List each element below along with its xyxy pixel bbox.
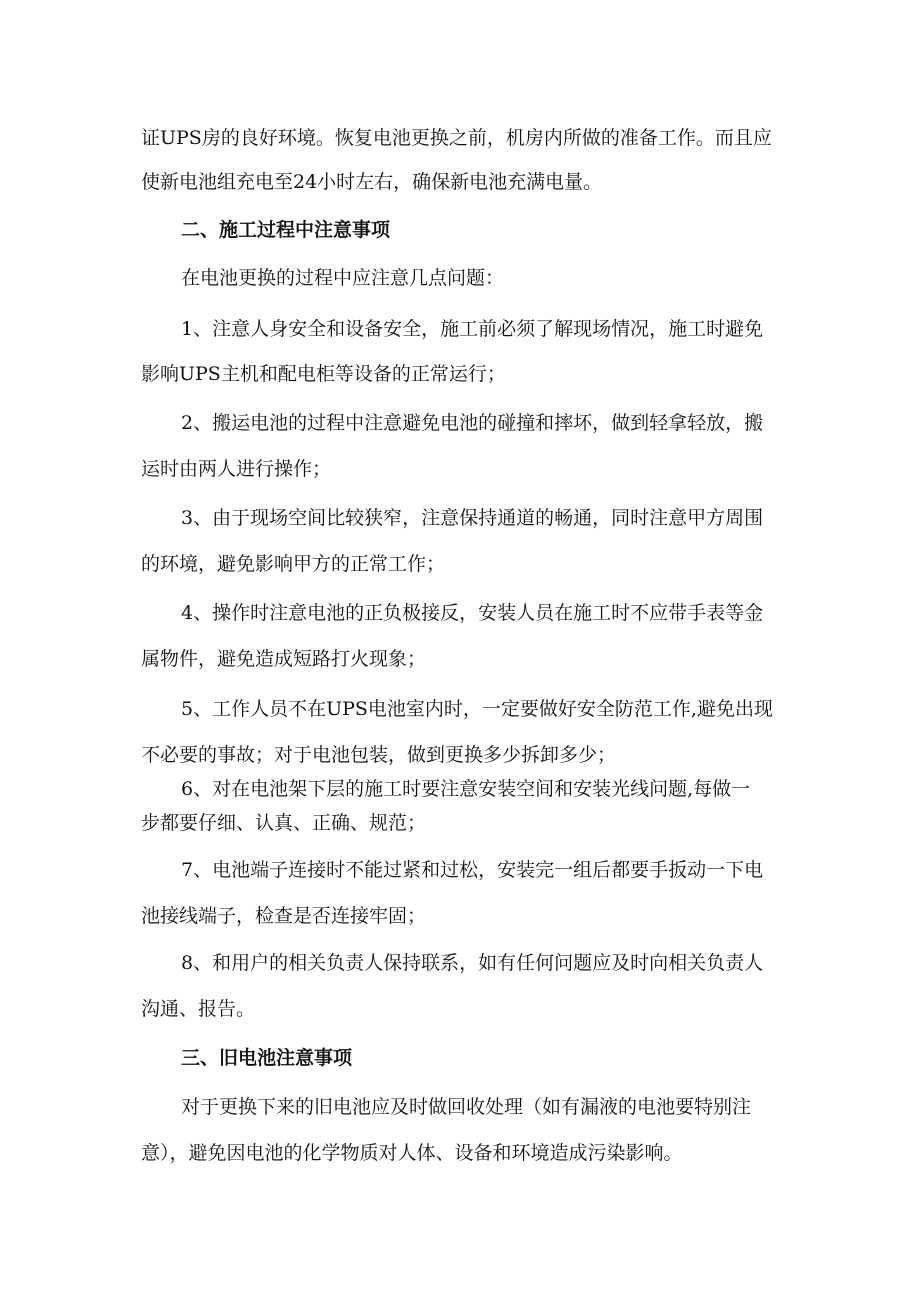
item-6-line-2: 步都要仔细、认真、正确、规范； — [141, 812, 427, 834]
section-3-heading: 三、旧电池注意事项 — [181, 1047, 353, 1069]
item-7-line-2: 池接线端子，检查是否连接牢固； — [141, 905, 427, 927]
section-3-para-line-1: 对于更换下来的旧电池应及时做回收处理（如有漏液的电池要特别注 — [181, 1096, 752, 1118]
item-5-line-2: 不必要的事故；对于电池包装，做到更换多少拆卸多少； — [141, 744, 617, 766]
section-3-para-line-2: 意），避免因电池的化学物质对人体、设备和环境造成污染影响。 — [141, 1142, 683, 1164]
item-8-line-2: 沟通、报告。 — [141, 998, 256, 1020]
item-2-line-1: 2、搬运电池的过程中注意避免电池的碰撞和摔坏，做到轻拿轻放，搬 — [181, 412, 764, 434]
item-3-line-2: 的环境，避免影响甲方的正常工作； — [141, 553, 446, 575]
item-1-line-1: 1、注意人身安全和设备安全，施工前必须了解现场情况，施工时避免 — [181, 318, 764, 340]
item-4-line-2: 属物件，避免造成短路打火现象； — [141, 648, 427, 670]
section-2-heading: 二、施工过程中注意事项 — [181, 219, 391, 241]
item-3-line-1: 3、由于现场空间比较狭窄，注意保持通道的畅通，同时注意甲方周围 — [181, 507, 764, 529]
item-6-line-1: 6、对在电池架下层的施工时要注意安装空间和安装光线问题,每做一 — [181, 778, 751, 800]
item-7-line-1: 7、电池端子连接时不能过紧和过松，安装完一组后都要手扳动一下电 — [181, 859, 764, 881]
intro-line-1: 证UPS房的良好环境。恢复电池更换之前，机房内所做的准备工作。而且应 — [141, 127, 772, 149]
section-2-lead: 在电池更换的过程中应注意几点问题： — [181, 267, 505, 289]
item-1-line-2: 影响UPS主机和配电柜等设备的正常运行； — [141, 363, 506, 385]
item-8-line-1: 8、和用户的相关负责人保持联系，如有任何问题应及时向相关负责人 — [181, 952, 764, 974]
intro-line-2: 使新电池组充电至24小时左右，确保新电池充满电量。 — [141, 171, 603, 193]
item-2-line-2: 运时由两人进行操作； — [141, 458, 332, 480]
item-4-line-1: 4、操作时注意电池的正负极接反，安装人员在施工时不应带手表等金 — [181, 602, 764, 624]
item-5-line-1: 5、工作人员不在UPS电池室内时，一定要做好安全防范工作,避免出现 — [181, 698, 773, 720]
